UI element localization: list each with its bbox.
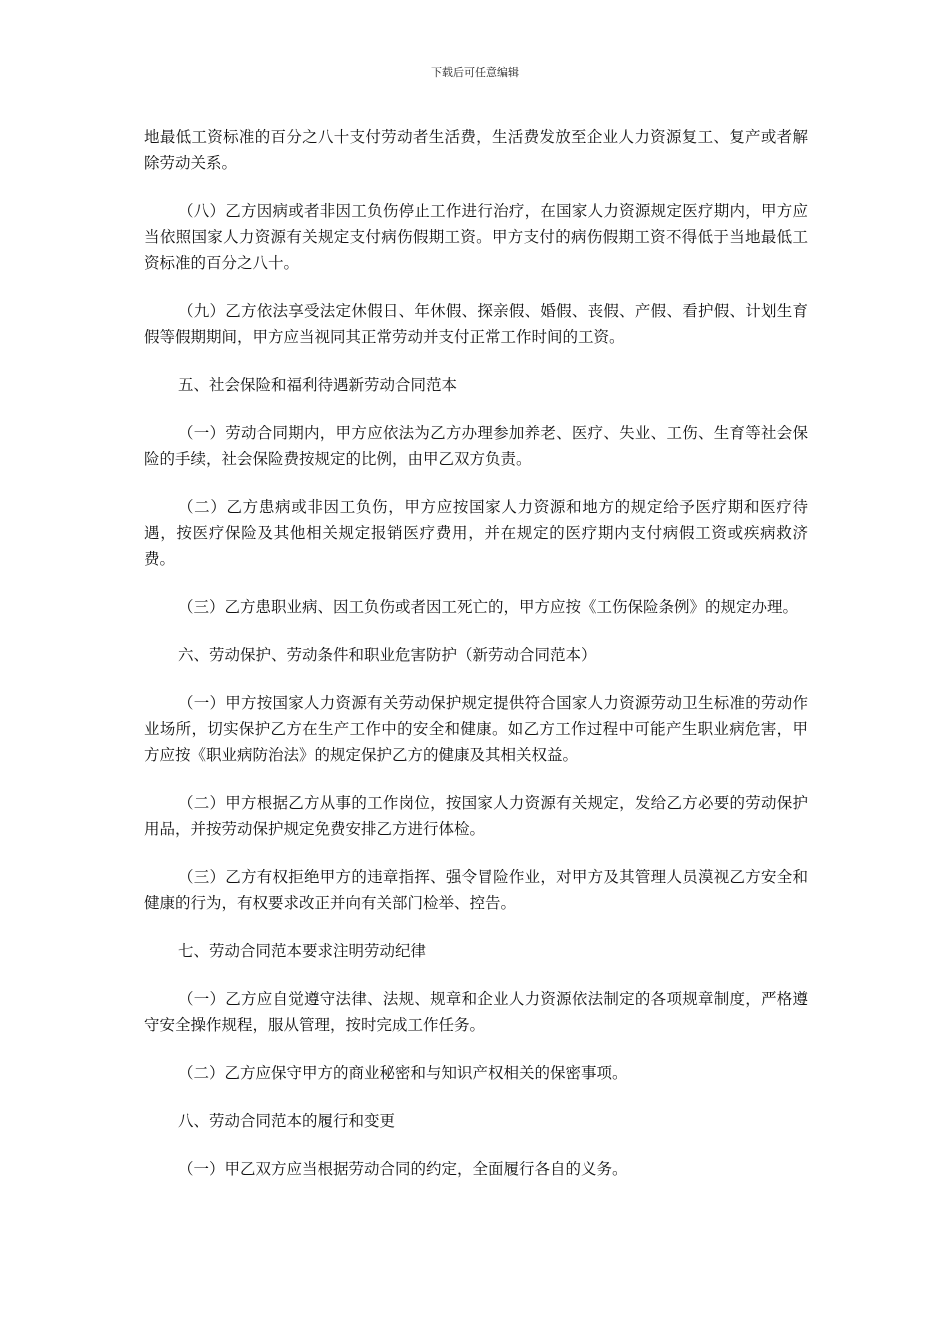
page-header-note: 下载后可任意编辑 (431, 66, 519, 79)
section-heading-7: 七、劳动合同范本要求注明劳动纪律 (178, 942, 427, 960)
paragraph-7-2: （二）乙方应保守甲方的商业秘密和与知识产权相关的保密事项。 (178, 1064, 628, 1082)
paragraph-continuation: 地最低工资标准的百分之八十支付劳动者生活费，生活费发放至企业人力资源复工、复产或者解除劳动关系。 (144, 128, 808, 172)
paragraph-7-1: （一）乙方应自觉遵守法律、法规、规章和企业人力资源依法制定的各项规章制度，严格遵守安全操作规程，服从管理，按时完成工作任务。 (144, 990, 808, 1034)
paragraph-5-2: （二）乙方患病或非因工负伤，甲方应按国家人力资源和地方的规定给予医疗期和医疗待遇，按医疗保险及其他相关规定报销医疗费用，并在规定的医疗期内支付病假工资或疾病救济费。 (144, 498, 808, 568)
paragraph-6-2: （二）甲方根据乙方从事的工作岗位，按国家人力资源有关规定，发给乙方必要的劳动保护用品，并按劳动保护规定免费安排乙方进行体检。 (144, 794, 808, 838)
section-heading-6: 六、劳动保护、劳动条件和职业危害防护（新劳动合同范本） (178, 646, 597, 664)
paragraph-5-3: （三）乙方患职业病、因工负伤或者因工死亡的，甲方应按《工伤保险条例》的规定办理。 (178, 598, 799, 616)
section-heading-5: 五、社会保险和福利待遇新劳动合同范本 (178, 376, 458, 394)
paragraph-item-9: （九）乙方依法享受法定休假日、年休假、探亲假、婚假、丧假、产假、看护假、计划生育假等假期期间，甲方应当视同其正常劳动并支付正常工作时间的工资。 (144, 302, 808, 346)
section-heading-8: 八、劳动合同范本的履行和变更 (178, 1112, 396, 1130)
paragraph-6-3: （三）乙方有权拒绝甲方的违章指挥、强令冒险作业，对甲方及其管理人员漠视乙方安全和健康的行为，有权要求改正并向有关部门检举、控告。 (144, 868, 808, 912)
paragraph-6-1: （一）甲方按国家人力资源有关劳动保护规定提供符合国家人力资源劳动卫生标准的劳动作业场所，切实保护乙方在生产工作中的安全和健康。如乙方工作过程中可能产生职业病危害，甲方应按《职业病防治法》的规定保护乙方的健康及其相关权益。 (144, 694, 808, 764)
paragraph-item-8: （八）乙方因病或者非因工负伤停止工作进行治疗，在国家人力资源规定医疗期内，甲方应当依照国家人力资源有关规定支付病伤假期工资。甲方支付的病伤假期工资不得低于当地最低工资标准的百分之八十。 (144, 202, 808, 272)
paragraph-5-1: （一）劳动合同期内，甲方应依法为乙方办理参加养老、医疗、失业、工伤、生育等社会保险的手续，社会保险费按规定的比例，由甲乙双方负责。 (144, 424, 808, 468)
paragraph-8-1: （一）甲乙双方应当根据劳动合同的约定，全面履行各自的义务。 (178, 1160, 628, 1178)
document-body (144, 124, 808, 1204)
